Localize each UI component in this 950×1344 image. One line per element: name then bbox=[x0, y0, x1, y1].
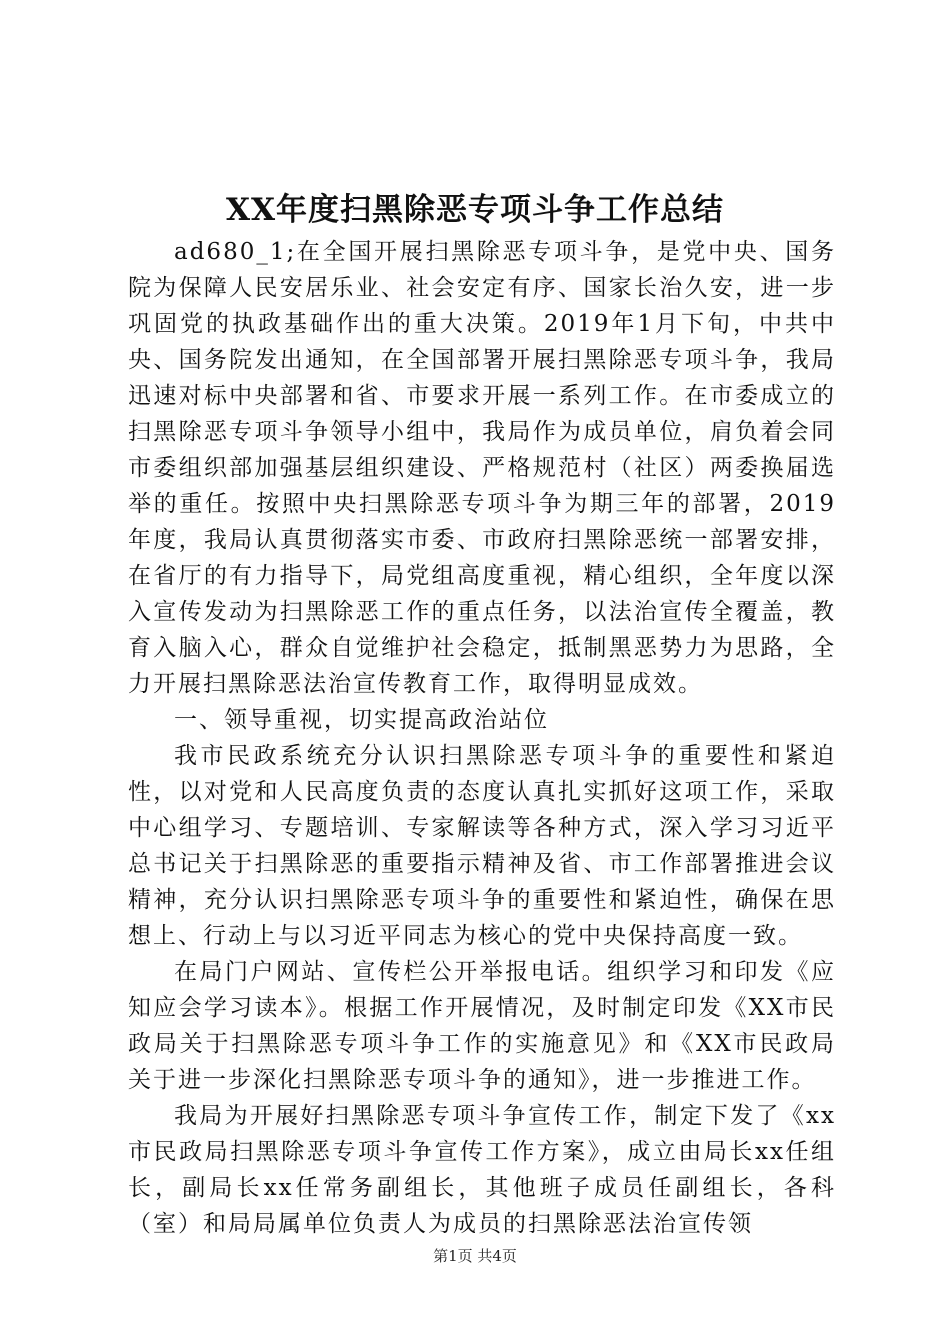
page-footer: 第1页 共4页 bbox=[433, 1247, 517, 1265]
paragraph-propaganda: 我局为开展好扫黑除恶专项斗争宣传工作，制定下发了《xx市民政局扫黑除恶专项斗争宣传工作方案》，成立由局长xx任组长，副局长xx任常务副组长，其他班子成员任副组长，各科（室）和局局属单位负责人为成员的扫黑除恶法治宣传领 bbox=[128, 1103, 836, 1237]
document-title: XX年度扫黑除恶专项斗争工作总结 bbox=[225, 192, 725, 228]
section-heading-1: 一、领导重视，切实提高政治站位 bbox=[174, 707, 549, 733]
document-body bbox=[128, 234, 836, 1242]
paragraph-study: 我市民政系统充分认识扫黑除恶专项斗争的重要性和紧迫性，以对党和人民高度负责的态度认真扎实抓好这项工作，采取中心组学习、专题培训、专家解读等各种方式，深入学习习近平总书记关于扫黑除恶的重要指示精神及省、市工作部署推进会议精神，充分认识扫黑除恶专项斗争的重要性和紧迫性，确保在思想上、行动上与以习近平同志为核心的党中央保持高度一致。 bbox=[128, 743, 836, 949]
paragraph-intro: ad680_1;在全国开展扫黑除恶专项斗争，是党中央、国务院为保障人民安居乐业、社会安定有序、国家长治久安，进一步巩固党的执政基础作出的重大决策。2019年1月下旬，中共中央、国务院发出通知，在全国部署开展扫黑除恶专项斗争，我局迅速对标中央部署和省、市要求开展一系列工作。在市委成立的扫黑除恶专项斗争领导小组中，我局作为成员单位，肩负着会同市委组织部加强基层组织建设、严格规范村（社区）两委换届选举的重任。按照中央扫黑除恶专项斗争为期三年的部署，2019年度，我局认真贯彻落实市委、市政府扫黑除恶统一部署安排，在省厅的有力指导下，局党组高度重视，精心组织，全年度以深入宣传发动为扫黑除恶工作的重点任务，以法治宣传全覆盖，教育入脑入心，群众自觉维护社会稳定，抵制黑恶势力为思路，全力开展扫黑除恶法治宣传教育工作，取得明显成效。 bbox=[128, 239, 836, 697]
paragraph-reporting: 在局门户网站、宣传栏公开举报电话。组织学习和印发《应知应会学习读本》。根据工作开展情况，及时制定印发《XX市民政局关于扫黑除恶专项斗争工作的实施意见》和《XX市民政局关于进一步深化扫黑除恶专项斗争的通知》，进一步推进工作。 bbox=[128, 959, 836, 1093]
